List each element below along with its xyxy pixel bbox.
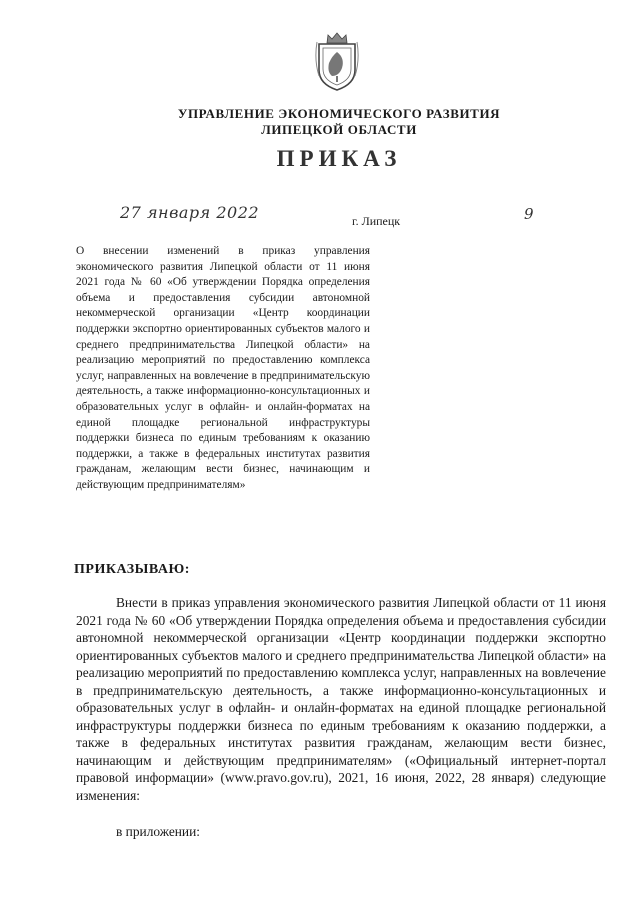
coat-of-arms-icon	[314, 30, 360, 92]
document-subject: О внесении изменений в приказ управления экономического развития Липецкой области от 11 июня 2021 года № 60 «Об утверждении Порядка определения объема и предоставления субсидии автономной некоммерческой организации «Центр координации поддержки экспортно ориентированных субъектов малого и среднего предпринимательства Липецкой области» на реализацию мероприятий по предоставлению комплекса услуг, направленных на вовлечение в предпринимательскую деятельность, а также информационно-консультационных и образовательных услуг в офлайн- и онлайн-форматах на единой площадке региональной инфраструктуры поддержки бизнеса по единым требованиям к оказанию поддержки, а также в федеральных институтах развития гражданам, желающим вести бизнес, начинающим и действующим предпринимателям»	[76, 245, 370, 491]
document-place: г. Липецк	[352, 214, 401, 228]
document-number: 9	[524, 205, 534, 223]
organization-name-line-1: УПРАВЛЕНИЕ ЭКОНОМИЧЕСКОГО РАЗВИТИЯ	[177, 106, 501, 121]
document-title: ПРИКАЗ	[276, 146, 402, 171]
order-heading: ПРИКАЗЫВАЮ:	[74, 562, 190, 577]
body-paragraph: Внести в приказ управления экономического развития Липецкой области от 11 июня 2021 года № 60 «Об утверждении Порядка определения объема и предоставления субсидии автономной некоммерческой организации «Центр координации поддержки экспортно ориентированных субъектов малого и среднего предпринимательства Липецкой области» на реализацию мероприятий по предоставлению комплекса услуг, направленных на вовлечение в предпринимательскую деятельность, а также информационно-консультационных и образовательных услуг в офлайн- и онлайн-форматах на единой площадке региональной инфраструктуры поддержки бизнеса по единым требованиям к оказанию поддержки, а также в федеральных институтах развития гражданам, желающим вести бизнес, начинающим и действующим предпринимателям» («Официальный интернет-портал правовой информации» (www.pravo.gov.ru), 2021, 16 июня, 2022, 28 января) следующие изменения:	[76, 595, 606, 803]
document-date: 27 января 2022	[120, 203, 260, 222]
body-continuation: в приложении:	[116, 824, 200, 839]
organization-name-line-2: ЛИПЕЦКОЙ ОБЛАСТИ	[261, 122, 417, 137]
